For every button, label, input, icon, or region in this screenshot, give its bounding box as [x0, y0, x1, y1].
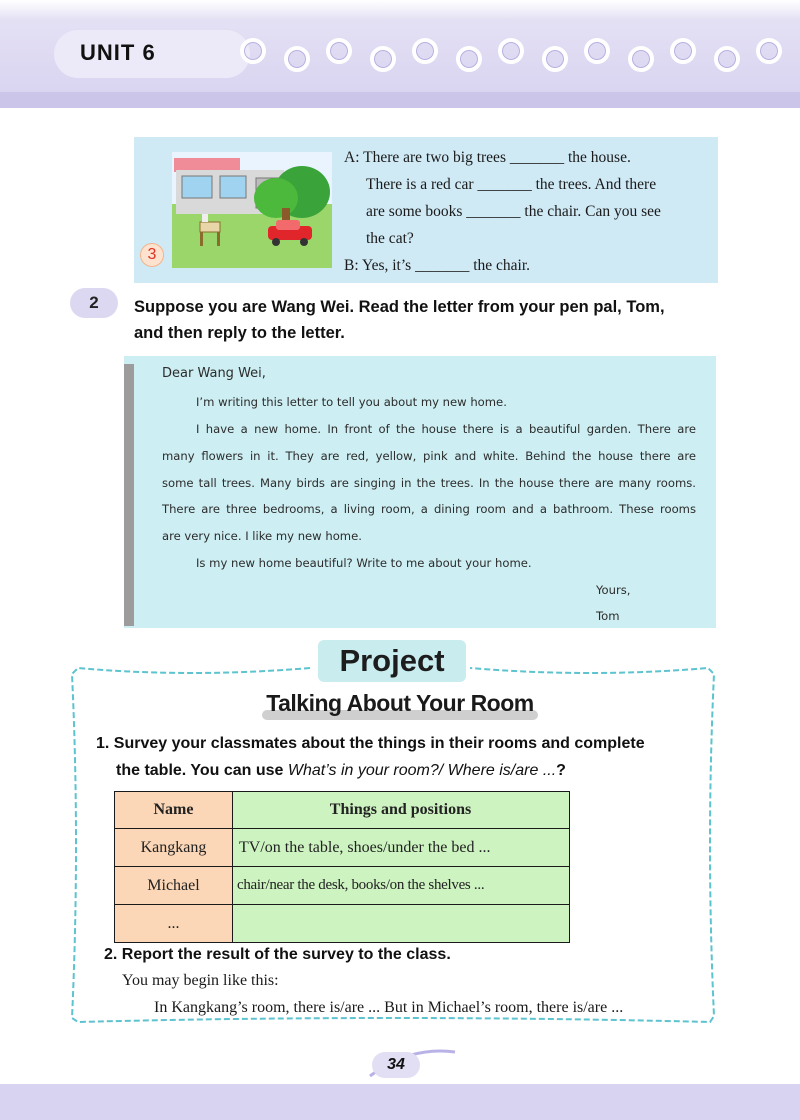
letter-signature: Tom: [596, 609, 620, 623]
survey-question-hint: What’s in your room?/ Where is/are ...: [287, 762, 557, 779]
survey-instruction-line-1: 1. Survey your classmates about the things in their rooms and complete: [96, 735, 645, 752]
table-cell-name: ...: [115, 905, 233, 943]
survey-instruction-bold: the table. You can use: [116, 762, 284, 779]
table-cell-things: [233, 905, 570, 943]
project-subtitle: Talking About Your Room: [266, 690, 534, 716]
unit-label: UNIT 6: [80, 40, 156, 65]
table-cell-things: TV/on the table, shoes/under the bed ...: [233, 829, 570, 867]
house-garden-image: [172, 152, 332, 268]
table-header-row: [115, 792, 570, 829]
letter-line-6: are very nice. I like my new home.: [162, 529, 362, 543]
project-title: Project: [339, 643, 445, 678]
table-cell-name: Michael: [115, 867, 233, 905]
survey-table: [114, 791, 570, 943]
exercise-number-3: 3: [140, 243, 164, 267]
table-row: [115, 905, 570, 943]
dialogue-line-1: A: There are two big trees _______ the house.: [344, 149, 631, 166]
letter-line-7: Is my new home beautiful? Write to me about your home.: [196, 556, 532, 570]
report-intro: You may begin like this:: [122, 972, 279, 989]
dialogue-line-5: B: Yes, it’s _______ the chair.: [344, 257, 531, 274]
dialogue-line-4: the cat?: [366, 230, 414, 247]
dialogue-line-3: are some books _______ the chair. Can you see: [366, 203, 661, 220]
table-header-things: Things and positions: [233, 792, 570, 829]
letter-line-4: some tall trees. Many birds are singing in the trees. In the house there are many rooms.: [162, 476, 696, 490]
instruction-line-2: and then reply to the letter.: [134, 324, 345, 342]
letter-greeting: Dear Wang Wei,: [162, 366, 266, 381]
table-cell-things: chair/near the desk, books/on the shelves ...: [233, 867, 570, 905]
letter-closing: Yours,: [596, 583, 631, 597]
survey-question-mark: ?: [556, 762, 566, 779]
letter-line-5: There are three bedrooms, a living room, a dining room and a bathroom. These rooms: [162, 502, 696, 516]
table-row: [115, 867, 570, 905]
table-header-name: Name: [115, 792, 233, 829]
header-band-stripe: [0, 92, 800, 108]
table-row: [115, 829, 570, 867]
survey-instruction-line-2: [116, 762, 566, 780]
page-number: 34: [372, 1052, 420, 1078]
letter-line-3: many flowers in it. They are red, yellow, pink and white. Behind the house there are: [162, 449, 696, 463]
footer-band: [0, 1084, 800, 1120]
instruction-line-1: Suppose you are Wang Wei. Read the letter from your pen pal, Tom,: [134, 298, 665, 316]
report-example: In Kangkang’s room, there is/are ... But in Michael’s room, there is/are ...: [154, 999, 624, 1016]
table-cell-name: Kangkang: [115, 829, 233, 867]
letter-line-1: I’m writing this letter to tell you about my new home.: [196, 395, 507, 409]
house-garden-illustration: [172, 152, 332, 268]
report-instruction: 2. Report the result of the survey to the class.: [104, 946, 451, 963]
letter-line-2: I have a new home. In front of the house there is a beautiful garden. There are: [196, 422, 696, 436]
letter-shadow-edge: [124, 364, 134, 626]
dialogue-line-2: There is a red car _______ the trees. And there: [366, 176, 657, 193]
section-number-2: 2: [70, 288, 118, 318]
